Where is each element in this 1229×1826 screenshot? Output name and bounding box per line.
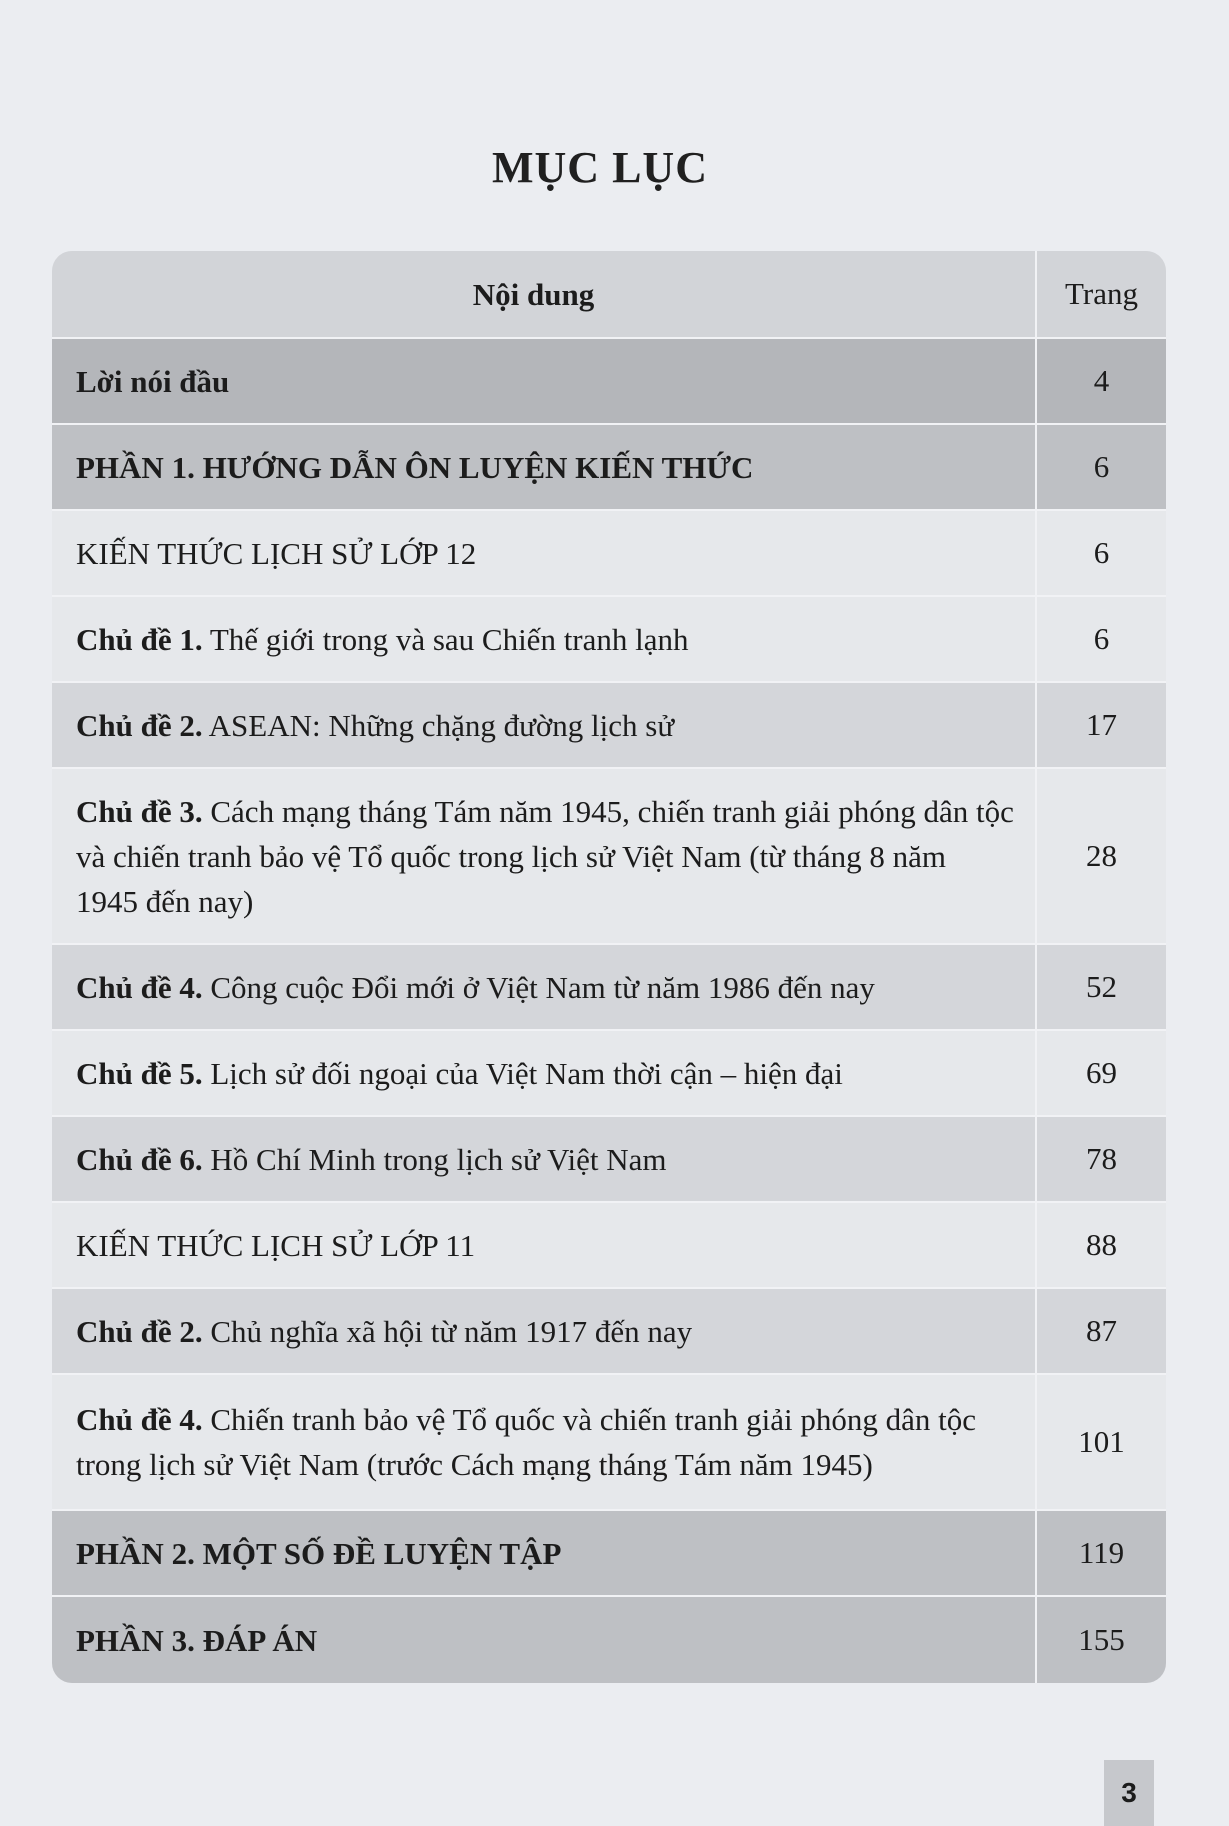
page-title: MỤC LỤC xyxy=(492,143,708,192)
toc-row-foreword[interactable] xyxy=(52,339,1037,425)
toc-text: Lời nói đầu xyxy=(76,363,230,399)
toc-page: 78 xyxy=(1037,1117,1166,1203)
header-page: Trang xyxy=(1037,251,1166,339)
toc-page: 6 xyxy=(1037,511,1166,597)
toc-label: Chủ đề 4. xyxy=(76,1402,203,1437)
toc-text: KIẾN THỨC LỊCH SỬ LỚP 12 xyxy=(76,535,477,571)
toc-label: Chủ đề 4. xyxy=(76,969,203,1005)
toc-row-part-1[interactable] xyxy=(52,425,1037,511)
toc-page: 87 xyxy=(1037,1289,1166,1375)
toc-row-topic-4[interactable] xyxy=(52,945,1037,1031)
toc-page: 69 xyxy=(1037,1031,1166,1117)
toc-text: PHẦN 1. HƯỚNG DẪN ÔN LUYỆN KIẾN THỨC xyxy=(76,449,754,485)
toc-text: PHẦN 3. ĐÁP ÁN xyxy=(76,1622,318,1658)
toc-page: 88 xyxy=(1037,1203,1166,1289)
toc-row-part-2[interactable] xyxy=(52,1511,1037,1597)
toc-page: 28 xyxy=(1037,769,1166,945)
toc-row-topic-1[interactable] xyxy=(52,597,1037,683)
toc-row-topic-5[interactable] xyxy=(52,1031,1037,1117)
toc-text: Chiến tranh bảo vệ Tổ quốc và chiến tranh giải phóng dân tộc trong lịch sử Việt Nam (trước Cách mạng tháng Tám năm 1945) xyxy=(76,1402,976,1482)
toc-text: Hồ Chí Minh trong lịch sử Việt Nam xyxy=(202,1141,667,1177)
toc-label: Chủ đề 3. xyxy=(76,793,203,829)
toc-text: PHẦN 2. MỘT SỐ ĐỀ LUYỆN TẬP xyxy=(76,1535,562,1571)
toc-row-topic-2[interactable] xyxy=(52,683,1037,769)
toc-row-topic-3[interactable] xyxy=(52,769,1037,945)
toc-page: 155 xyxy=(1037,1597,1166,1683)
toc-text: Thế giới trong và sau Chiến tranh lạnh xyxy=(202,621,689,657)
toc-page: 6 xyxy=(1037,597,1166,683)
toc-row-grade-12[interactable] xyxy=(52,511,1037,597)
table-of-contents xyxy=(52,251,1166,1683)
toc-text: KIẾN THỨC LỊCH SỬ LỚP 11 xyxy=(76,1227,476,1263)
toc-page: 52 xyxy=(1037,945,1166,1031)
toc-label: Chủ đề 2. xyxy=(76,1313,203,1349)
toc-text: Công cuộc Đổi mới ở Việt Nam từ năm 1986 đến nay xyxy=(202,969,875,1005)
toc-page: 119 xyxy=(1037,1511,1166,1597)
toc-label: Chủ đề 1. xyxy=(76,621,203,657)
toc-text: Chủ nghĩa xã hội từ năm 1917 đến nay xyxy=(202,1313,693,1349)
toc-page: 101 xyxy=(1037,1375,1166,1511)
toc-page: 4 xyxy=(1037,339,1166,425)
header-content: Nội dung xyxy=(52,251,1037,339)
toc-row-part-3[interactable] xyxy=(52,1597,1037,1683)
toc-page: 17 xyxy=(1037,683,1166,769)
toc-label: Chủ đề 5. xyxy=(76,1055,203,1091)
toc-row-grade-11-topic-4[interactable] xyxy=(52,1375,1037,1511)
toc-page: 6 xyxy=(1037,425,1166,511)
toc-row-grade-11[interactable] xyxy=(52,1203,1037,1289)
toc-text: Lịch sử đối ngoại của Việt Nam thời cận – hiện đại xyxy=(202,1055,843,1091)
toc-label: Chủ đề 6. xyxy=(76,1141,203,1177)
toc-row-grade-11-topic-2[interactable] xyxy=(52,1289,1037,1375)
toc-text: Cách mạng tháng Tám năm 1945, chiến tranh giải phóng dân tộc và chiến tranh bảo vệ Tổ quốc trong lịch sử Việt Nam (từ tháng 8 năm 1945 đến nay) xyxy=(76,793,1014,919)
toc-text: ASEAN: Những chặng đường lịch sử xyxy=(202,707,675,743)
toc-label: Chủ đề 2. xyxy=(76,707,203,743)
page-number: 3 xyxy=(1104,1760,1154,1826)
toc-row-topic-6[interactable] xyxy=(52,1117,1037,1203)
